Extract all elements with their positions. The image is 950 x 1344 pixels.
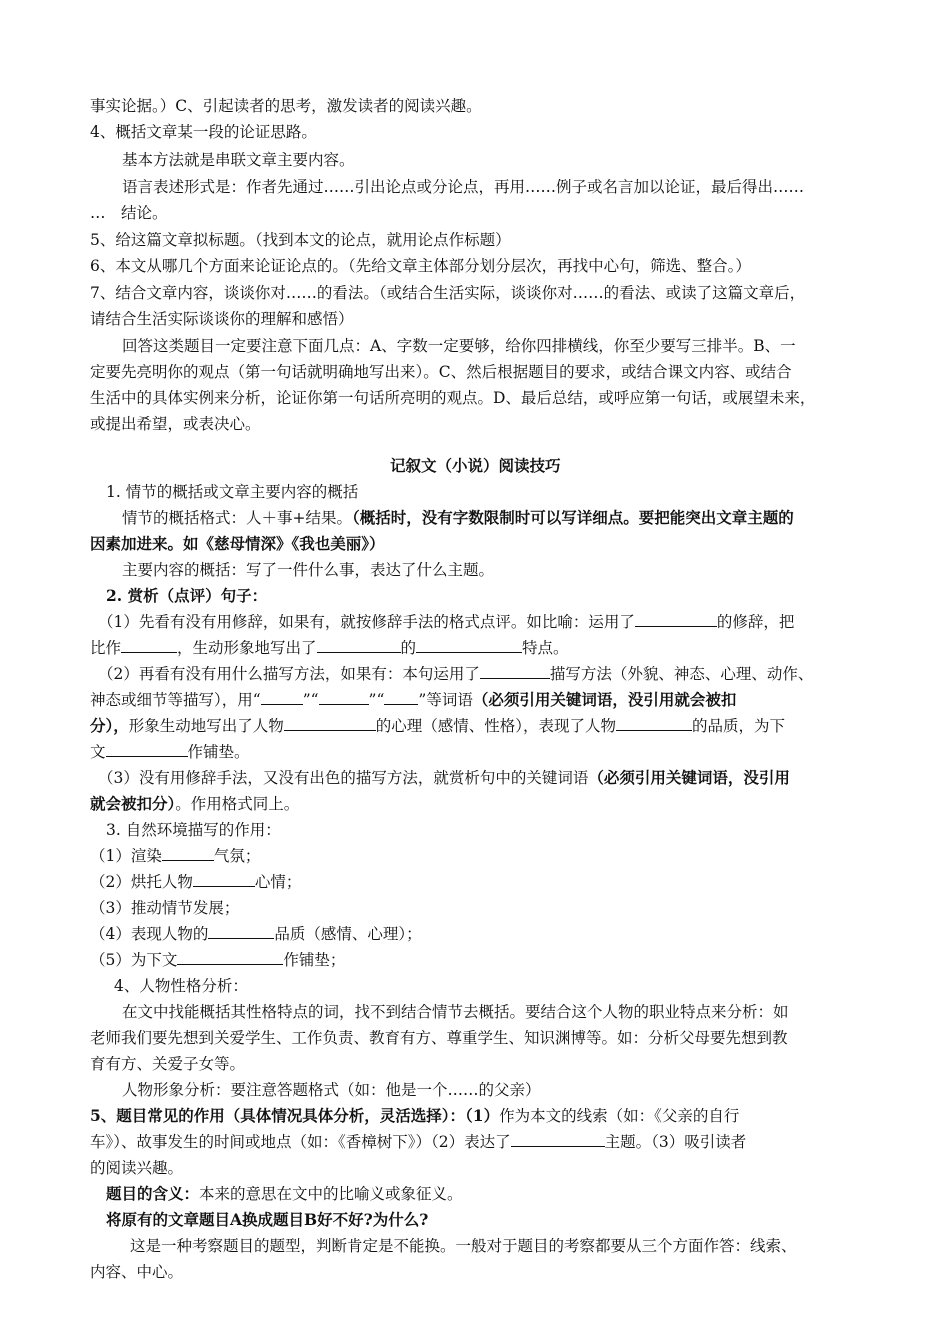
text-line: 5、给这篇文章拟标题。（找到本文的论点，就用论点作标题） (90, 231, 511, 249)
blank-line (511, 1132, 605, 1147)
text-line (122, 508, 794, 528)
blank-line (177, 950, 283, 965)
bold-span: 分）， (90, 716, 129, 735)
text-line: 定要先亮明你的观点（第一句话就明确地写出来）。C、然后根据题目的要求，或结合课文内容、或结合 (90, 363, 792, 381)
text-span: ”等词语 (418, 691, 473, 709)
text-span: 作铺垫。 (187, 743, 250, 761)
text-line (98, 664, 813, 684)
text-line: 主要内容的概括：写了一件什么事，表达了什么主题。 (122, 561, 495, 579)
text-span: 的 (400, 639, 417, 657)
text-line: … 结论。 (90, 204, 168, 222)
blank-line (121, 638, 177, 653)
text-span: （1）先看有没有用修辞，如果有，就按修辞手法的格式点评。如比喻：运用了 (98, 613, 635, 631)
bold-span: 5、题目常见的作用（具体情况具体分析，灵活选择）：（1） (90, 1106, 500, 1125)
text-span: 车》）、故事发生的时间或地点（如：《香樟树下》）（2）表达了 (90, 1133, 511, 1151)
text-span: 神态或细节等描写），用“ (90, 691, 261, 709)
text-line: 事实论据。）C、引起读者的思考，激发读者的阅读兴趣。 (90, 97, 482, 115)
blank-line (106, 742, 188, 757)
text-line: 6、本文从哪几个方面来论证论点的。（先给文章主体部分划分层次，再找中心句，筛选、整合。） (90, 257, 751, 275)
text-line: 将原有的文章题目A换成题目B好不好?为什么? (106, 1210, 429, 1229)
text-span: 。作用格式同上。 (175, 795, 300, 813)
blank-line (616, 716, 692, 731)
text-span: ”“ (302, 691, 319, 709)
text-span: （3）没有用修辞手法，又没有出色的描写方法，就赏析句中的关键词语 (98, 769, 589, 787)
blank-line (162, 846, 214, 861)
text-span: 主题。（3）吸引读者 (604, 1133, 747, 1151)
text-span: ，生动形象地写出了 (177, 639, 317, 657)
text-line: 2. 赏析（点评）句子： (106, 586, 268, 605)
text-line (90, 794, 299, 814)
text-line (90, 950, 345, 970)
text-line: 回答这类题目一定要注意下面几点：A、字数一定要够，给你四排横线，你至少要写三排半。B、一 (122, 337, 796, 355)
text-line (98, 612, 794, 632)
text-line (90, 690, 736, 710)
text-span: 比作 (90, 639, 122, 657)
text-line (90, 846, 260, 866)
text-line: 因素加进来。如《慈母情深》《我也美丽》） (90, 534, 385, 553)
text-line: 在文中找能概括其性格特点的词，找不到结合情节去概括。要结合这个人物的职业特点来分析：如 (122, 1003, 789, 1021)
text-line: 7、结合文章内容，谈谈你对……的看法。（或结合生活实际，谈谈你对……的看法、或读了这篇文章后， (90, 284, 806, 302)
blank-line (284, 716, 376, 731)
text-line (90, 1106, 739, 1126)
blank-line (317, 638, 401, 653)
text-span: 的品质，为下 (692, 717, 786, 735)
text-span: （4）表现人物的 (90, 925, 209, 943)
text-line (90, 742, 250, 762)
text-line: 4、人物性格分析： (114, 977, 248, 995)
text-line (90, 924, 422, 944)
bold-span: （概括时，没有字数限制时可以写详细点。要把能突出文章主题的 (352, 508, 794, 527)
text-span: 的心理（感情、性格），表现了人物 (375, 717, 617, 735)
section-title: 记叙文（小说）阅读技巧 (390, 456, 561, 475)
bold-span: （必须引用关键词语，没引用就会被扣 (472, 690, 737, 709)
blank-line (384, 690, 418, 705)
text-line: 的阅读兴趣。 (90, 1159, 184, 1177)
bold-span: 就会被扣分） (90, 794, 176, 813)
text-line (90, 872, 301, 892)
text-span: 的修辞，把 (716, 613, 795, 631)
blank-line (480, 664, 550, 679)
text-span: 情节的概括格式：人＋事+结果。 (122, 509, 352, 527)
blank-line (208, 924, 274, 939)
text-span: 文 (90, 743, 106, 761)
text-span: 形象生动地写出了人物 (128, 717, 284, 735)
text-line (98, 768, 790, 788)
text-span: （2）烘托人物 (90, 873, 193, 891)
text-span: 心情； (254, 873, 302, 891)
text-line: 这是一种考察题目的题型，判断肯定是不能换。一般对于题目的考察都要从三个方面作答：线索、 (130, 1237, 797, 1255)
bold-span: （必须引用关键词语，没引用 (588, 768, 790, 787)
text-line: 生活中的具体实例来分析，论证你第一句话所亮明的观点。D、最后总结，或呼应第一句话，或展望未来， (90, 389, 816, 407)
text-line: （3）推动情节发展； (90, 899, 240, 917)
text-span: 品质（感情、心理）； (274, 925, 422, 943)
text-span: 本来的意思在文中的比喻义或象征义。 (199, 1185, 463, 1203)
text-line: 人物形象分析：要注意答题格式（如：他是一个……的父亲） (122, 1081, 541, 1099)
text-span: （2）再看有没有用什么描写方法，如果有：本句运用了 (98, 665, 480, 683)
text-line (106, 1184, 463, 1204)
blank-line (319, 690, 369, 705)
text-line (90, 1132, 746, 1152)
bold-span: 题目的含义： (106, 1184, 200, 1203)
text-line: 老师我们要先想到关爱学生、工作负责、教育有方、尊重学生、知识渊博等。如：分析父母要先想到教 (90, 1029, 788, 1047)
blank-line (261, 690, 303, 705)
text-span: 作为本文的线索（如：《父亲的自行 (499, 1107, 740, 1125)
text-span: ”“ (368, 691, 385, 709)
text-line: 4、概括文章某一段的论证思路。 (90, 123, 317, 141)
text-span: 描写方法（外貌、神态、心理、动作、 (549, 665, 814, 683)
text-span: （5）为下文 (90, 951, 178, 969)
text-line: 基本方法就是串联文章主要内容。 (122, 151, 355, 169)
text-line: 育有方、关爱子女等。 (90, 1055, 246, 1073)
blank-line (635, 612, 717, 627)
text-line: 内容、中心。 (90, 1263, 184, 1281)
text-line: 3. 自然环境描写的作用： (106, 821, 281, 839)
text-line: 或提出希望，或表决心。 (90, 415, 261, 433)
text-line: 1. 情节的概括或文章主要内容的概括 (106, 483, 359, 501)
text-span: 作铺垫； (283, 951, 346, 969)
text-line (90, 638, 569, 658)
blank-line (193, 872, 255, 887)
text-line (90, 716, 785, 736)
text-span: （1）渲染 (90, 847, 162, 865)
blank-line (416, 638, 522, 653)
text-line: 请结合生活实际谈谈你的理解和感悟） (90, 310, 354, 328)
text-span: 特点。 (522, 639, 569, 657)
text-span: 气氛； (213, 847, 261, 865)
text-line: 语言表述形式是：作者先通过……引出论点或分论点，再用……例子或名言加以论证，最后得出…… (122, 178, 805, 196)
